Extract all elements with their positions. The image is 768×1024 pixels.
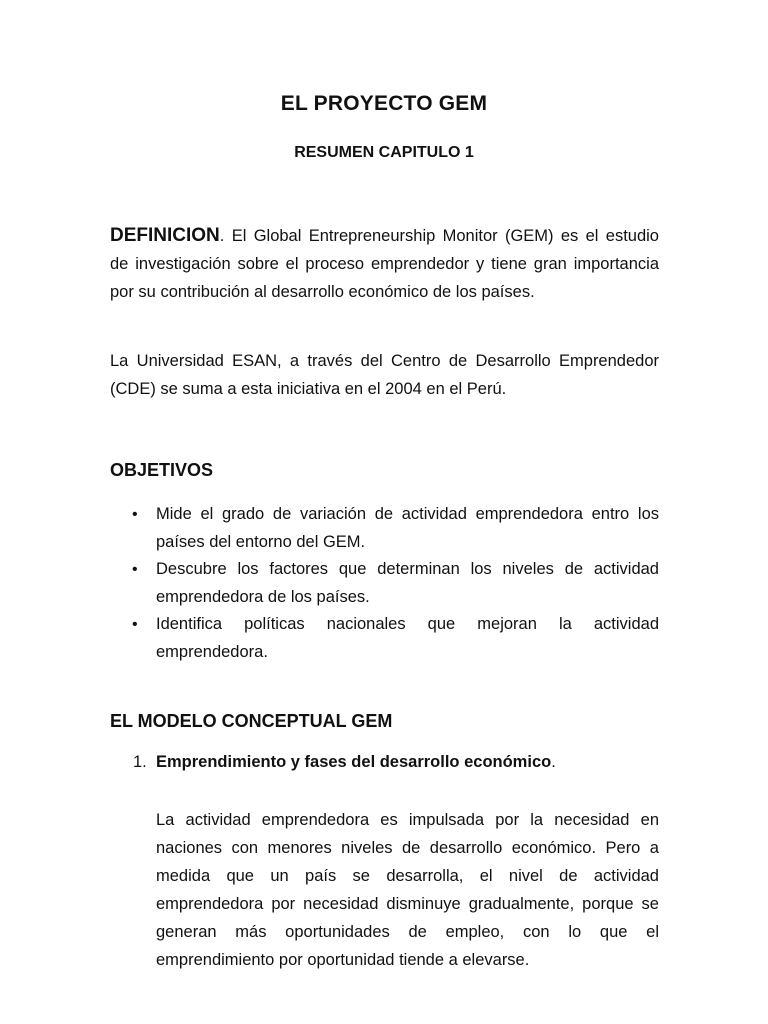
objetivo-item xyxy=(110,611,659,666)
bullet-icon: • xyxy=(132,506,138,523)
bullet-icon: • xyxy=(132,616,138,633)
definition-label: DEFINICION xyxy=(110,225,220,246)
objetivo-text: Identifica políticas nacionales que mejoran la actividad emprendedora. xyxy=(156,615,659,661)
item-number: 1. xyxy=(133,753,147,771)
objetivos-list xyxy=(110,501,659,666)
definition-paragraph xyxy=(110,222,659,306)
document-title: EL PROYECTO GEM xyxy=(280,92,488,115)
objetivo-item xyxy=(110,556,659,611)
objetivo-item xyxy=(110,501,659,556)
bullet-icon: • xyxy=(132,561,138,578)
item-title: Emprendimiento y fases del desarrollo económico xyxy=(156,753,552,771)
objetivos-heading: OBJETIVOS xyxy=(110,460,214,480)
objetivo-text: Descubre los factores que determinan los niveles de actividad emprendedora de los países. xyxy=(156,560,659,606)
modelo-numbered-item xyxy=(133,753,556,772)
esan-paragraph: La Universidad ESAN, a través del Centro de Desarrollo Emprendedor (CDE) se suma a esta iniciativa en el 2004 en el Perú. xyxy=(110,352,659,398)
document-subtitle: RESUMEN CAPITULO 1 xyxy=(294,144,474,161)
objetivo-text: Mide el grado de variación de actividad emprendedora entro los países del entorno del GEM. xyxy=(156,505,659,551)
modelo-heading: EL MODELO CONCEPTUAL GEM xyxy=(110,711,393,731)
item-suffix: . xyxy=(551,753,556,771)
definition-text: . El Global Entrepreneurship Monitor (GEM) es el estudio de investigación sobre el proceso emprendedor y tiene gran importancia por su contribución al desarrollo económico de los países. xyxy=(110,227,659,301)
modelo-item-paragraph: La actividad emprendedora es impulsada por la necesidad en naciones con menores niveles de desarrollo económico. Pero a medida que un país se desarrolla, el nivel de actividad emprendedora por necesidad disminuye gradualmente, porque se generan más oportunidades de empleo, con lo que el emprendimiento por oportunidad tiende a elevarse. xyxy=(156,811,659,969)
